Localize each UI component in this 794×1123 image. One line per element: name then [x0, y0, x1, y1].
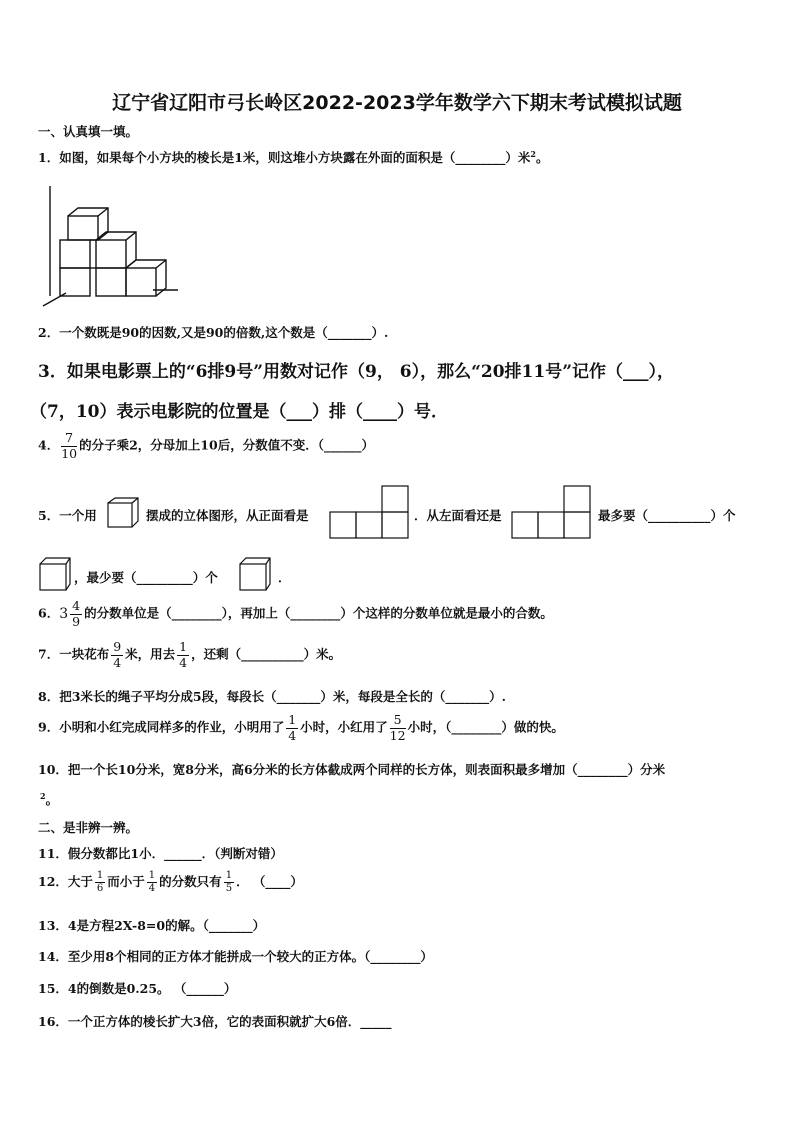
fraction-1-4: $\frac{1}{4}$	[179, 639, 188, 670]
question-4: 4． $\frac{7}{10}$ 的分子乘2，分母加上10后，分数值不变．（______）	[38, 430, 374, 461]
question-5-text-b: 摆成的立体图形，从正面看是	[146, 508, 309, 523]
fraction-1-4: $\frac{1}{4}$	[288, 712, 297, 743]
question-12: 12．大于 $\frac{1}{6}$ 而小于 $\frac{1}{4}$ 的分数只有 $\frac{1}{5}$ ． （____）	[38, 870, 303, 894]
fraction-5-12: $\frac{5}{12}$	[389, 712, 406, 743]
question-3-line-1: 3．如果电影票上的“6排9号”用数对记作（9， 6），那么“20排11号”记作（___），	[38, 362, 674, 382]
fraction-4-9: $\frac{4}{9}$	[72, 598, 81, 629]
question-3-line-2: （7，10）表示电影院的位置是（___）排（____）号．	[30, 402, 448, 422]
front-view-figure	[329, 484, 411, 540]
small-cube-icon	[106, 496, 140, 530]
section-1-heading: 一、认真填一填。	[38, 124, 139, 139]
left-view-figure	[511, 484, 593, 540]
question-5-text-f: ．	[278, 570, 291, 585]
fraction-7-10: $\frac{7}{10}$	[61, 430, 78, 461]
small-cube-icon	[38, 556, 72, 592]
question-5-text-a: 5．一个用	[38, 508, 97, 523]
section-2-heading: 二、是非辨一辨。	[38, 820, 139, 835]
question-8: 8．把3米长的绳子平均分成5段，每段长（_______）米，每段是全长的（_______）.	[38, 689, 506, 704]
small-cube-icon	[238, 556, 272, 592]
question-5-text-e: ，最少要（_________）个	[74, 570, 218, 585]
fraction-1-6: $\frac{1}{6}$	[96, 870, 104, 894]
question-13: 13．4是方程2X-8=0的解。（_______）	[38, 918, 266, 933]
question-14: 14．至少用8个相同的正方体才能拼成一个较大的正方体。（________）	[38, 949, 433, 964]
question-1: 1．如图，如果每个小方块的棱长是1米，则这堆小方块露在外面的面积是（________）米$^2$。	[38, 148, 549, 165]
question-5-text-d: 最多要（__________）个	[598, 508, 736, 523]
question-10-line-1: 10．把一个长10分米，宽8分米，高6分米的长方体截成两个同样的长方体，则表面积最多增加（________）分米	[38, 762, 666, 777]
question-7: 7．一块花布 $\frac{9}{4}$ 米，用去 $\frac{1}{4}$ ，还剩（__________）米。	[38, 639, 342, 670]
cube-stack-figure	[38, 178, 183, 308]
question-16: 16．一个正方体的棱长扩大3倍，它的表面积就扩大6倍．_____	[38, 1014, 392, 1029]
question-6: 6．3 $\frac{4}{9}$ 的分数单位是（________），再加上（________）个这样的分数单位就是最小的合数。	[38, 598, 553, 629]
fraction-1-5: $\frac{1}{5}$	[225, 870, 233, 894]
question-15: 15．4的倒数是0.25。 （______）	[38, 981, 237, 996]
page-title: 辽宁省辽阳市弓长岭区2022-2023学年数学六下期末考试模拟试题	[112, 92, 682, 114]
fraction-1-4: $\frac{1}{4}$	[148, 870, 156, 894]
question-2: 2．一个数既是90的因数,又是90的倍数,这个数是（_______）.	[38, 325, 389, 340]
question-9: 9．小明和小红完成同样多的作业，小明用了 $\frac{1}{4}$ 小时，小红用了 $\frac{5}{12}$ 小时，（________）做的快。	[38, 712, 564, 743]
question-11: 11．假分数都比1小．______．（判断对错）	[38, 846, 283, 861]
question-10-line-2: $^2$。	[40, 790, 59, 807]
fraction-9-4: $\frac{9}{4}$	[113, 639, 122, 670]
question-5-text-c: ．从左面看还是	[414, 508, 502, 523]
